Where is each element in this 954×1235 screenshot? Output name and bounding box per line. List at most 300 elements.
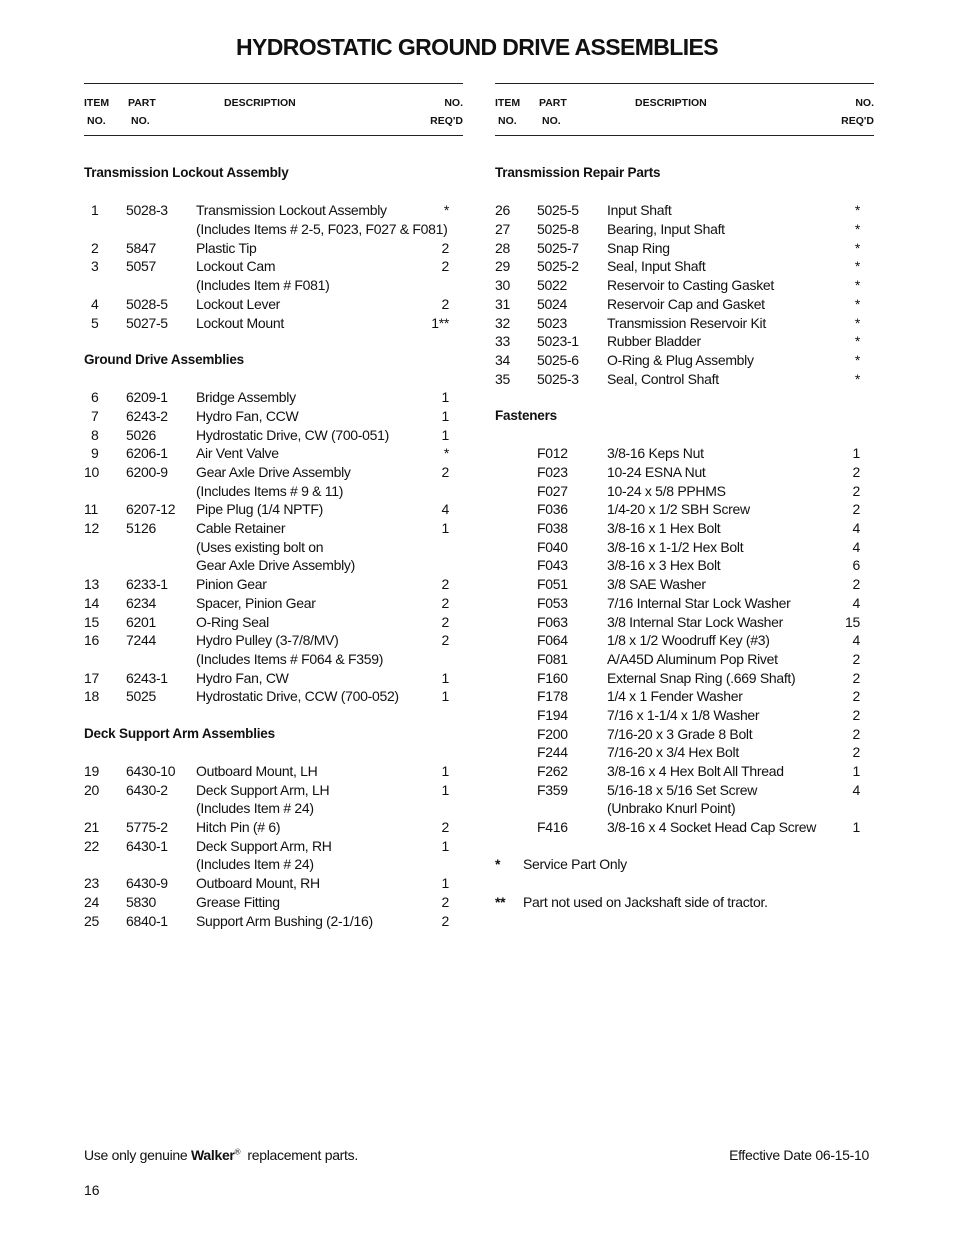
item-number: 8 — [91, 426, 99, 443]
part-description: Seal, Control Shaft — [607, 370, 719, 387]
part-description: Deck Support Arm, LH — [196, 781, 330, 798]
part-description: Hydro Pulley (3-7/8/MV) — [196, 632, 339, 649]
part-description: 7/16-20 x 3 Grade 8 Bolt — [607, 725, 753, 742]
section-gap — [84, 706, 463, 725]
quantity-required: 2 — [852, 482, 860, 499]
column-header — [84, 83, 463, 136]
table-row — [84, 220, 463, 239]
section-gap — [495, 183, 874, 202]
part-description: Seal, Input Shaft — [607, 258, 706, 275]
part-number: 5028-5 — [126, 295, 168, 312]
item-number: 13 — [84, 576, 99, 593]
header-part-no: PART NO. — [539, 97, 567, 127]
section-title: Fasteners — [495, 407, 557, 423]
footnote — [495, 893, 874, 912]
part-number: F027 — [537, 482, 568, 499]
footnote-symbol: ** — [495, 893, 506, 910]
part-description: (Includes Items # F064 & F359) — [196, 650, 384, 667]
item-number: 27 — [495, 221, 510, 238]
quantity-required: 1 — [852, 763, 860, 779]
table-row — [495, 613, 874, 632]
part-description: (Includes Items # 9 & 11) — [196, 482, 344, 499]
part-number: 5025-2 — [537, 258, 579, 275]
table-row — [495, 538, 874, 557]
quantity-required: 2 — [852, 725, 860, 742]
quantity-required: 4 — [441, 501, 449, 518]
table-row — [495, 669, 874, 688]
part-number: 5027-5 — [126, 314, 168, 331]
quantity-required: * — [854, 277, 860, 294]
table-row — [84, 837, 463, 856]
part-number: 5025-7 — [537, 239, 579, 256]
item-number: 22 — [84, 837, 99, 854]
part-description: A/A45D Aluminum Pop Rivet — [607, 650, 778, 667]
item-number: 9 — [91, 445, 99, 462]
part-description: Outboard Mount, LH — [196, 763, 318, 779]
part-description: O-Ring Seal — [196, 613, 269, 630]
quantity-required: 2 — [441, 819, 449, 836]
table-row — [495, 818, 874, 837]
part-number: 5025-6 — [537, 351, 579, 368]
part-number: 5024 — [537, 295, 567, 312]
quantity-required: * — [854, 221, 860, 238]
item-number: 19 — [84, 763, 99, 779]
table-row — [84, 912, 463, 931]
page-title: HYDROSTATIC GROUND DRIVE ASSEMBLIES — [235, 34, 719, 60]
registered-mark: ® — [234, 1147, 241, 1157]
column-header — [495, 83, 874, 136]
part-description: 1/8 x 1/2 Woodruff Key (#3) — [607, 632, 770, 649]
quantity-required: 2 — [441, 464, 449, 480]
quantity-required: * — [854, 333, 860, 350]
part-number: 5847 — [126, 239, 156, 256]
part-number: F043 — [537, 557, 568, 574]
part-number: F053 — [537, 594, 568, 611]
part-description: 1/4-20 x 1/2 SBH Screw — [607, 501, 750, 518]
quantity-required: * — [854, 239, 860, 256]
item-number: 10 — [84, 464, 99, 480]
table-row — [495, 631, 874, 650]
table-row — [84, 388, 463, 407]
part-description: 7/16-20 x 3/4 Hex Bolt — [607, 744, 739, 761]
section-gap — [495, 426, 874, 445]
footnote-symbol: * — [495, 856, 501, 873]
section-gap — [495, 874, 874, 893]
part-description: Hydro Fan, CCW — [196, 407, 299, 424]
quantity-required: 1 — [441, 389, 449, 406]
quantity-required: * — [443, 202, 449, 219]
part-description: Air Vent Valve — [196, 445, 279, 462]
table-row — [84, 855, 463, 874]
quantity-required: 2 — [852, 576, 860, 593]
table-row — [84, 519, 463, 538]
part-description: 5/16-18 x 5/16 Set Screw — [607, 781, 757, 798]
part-description: External Snap Ring (.669 Shaft) — [607, 669, 796, 686]
part-number: F200 — [537, 725, 568, 742]
quantity-required: 1 — [441, 669, 449, 686]
part-description: 7/16 x 1-1/4 x 1/8 Washer — [607, 706, 760, 723]
quantity-required: 2 — [852, 501, 860, 518]
table-row — [84, 444, 463, 463]
table-row — [495, 781, 874, 800]
part-description: Gear Axle Drive Assembly — [196, 464, 351, 480]
table-row — [84, 314, 463, 333]
table-row — [84, 500, 463, 519]
item-number: 18 — [84, 688, 99, 705]
quantity-required: 2 — [852, 744, 860, 761]
part-number: F064 — [537, 632, 568, 649]
part-description: Support Arm Bushing (2-1/16) — [196, 912, 373, 929]
table-row — [84, 818, 463, 837]
table-row — [495, 370, 874, 389]
table-row — [84, 687, 463, 706]
quantity-required: * — [854, 202, 860, 219]
section-gap — [84, 743, 463, 762]
part-number: F262 — [537, 763, 568, 779]
part-number: F160 — [537, 669, 568, 686]
part-description: Hydro Fan, CW — [196, 669, 289, 686]
part-number: F012 — [537, 445, 568, 462]
part-description: Bridge Assembly — [196, 389, 296, 406]
part-number: F038 — [537, 520, 568, 537]
part-number: 6430-1 — [126, 837, 168, 854]
part-number: 6430-2 — [126, 781, 168, 798]
quantity-required: 2 — [852, 688, 860, 705]
part-description: Spacer, Pinion Gear — [196, 594, 316, 611]
footer-genuine-parts: Use only genuine Walker® replacement parts. — [84, 1147, 358, 1163]
quantity-required: * — [443, 445, 449, 462]
part-description: 3/8-16 x 1 Hex Bolt — [607, 520, 721, 537]
header-item-no: ITEM NO. — [495, 97, 521, 127]
part-description: Transmission Lockout Assembly — [196, 202, 387, 219]
table-row — [495, 444, 874, 463]
part-description: 3/8-16 x 1-1/2 Hex Bolt — [607, 538, 744, 555]
table-row — [495, 332, 874, 351]
part-number: 5057 — [126, 258, 156, 275]
quantity-required: 1 — [441, 837, 449, 854]
table-row — [495, 725, 874, 744]
part-number: 6207-12 — [126, 501, 176, 518]
header-item-no: ITEM NO. — [84, 97, 110, 127]
quantity-required: 2 — [852, 669, 860, 686]
part-description: (Includes Item # 24) — [196, 856, 314, 873]
quantity-required: 1 — [441, 520, 449, 537]
quantity-required: * — [854, 295, 860, 312]
part-description: Reservoir to Casting Gasket — [607, 277, 774, 294]
part-description: Grease Fitting — [196, 893, 280, 910]
item-number: 31 — [495, 295, 510, 312]
brand-name: Walker — [190, 1147, 235, 1163]
part-number: F040 — [537, 538, 568, 555]
part-number: 6430-10 — [126, 763, 176, 779]
part-number: F178 — [537, 688, 568, 705]
item-number: 34 — [495, 351, 510, 368]
part-number: 6234 — [126, 594, 156, 611]
quantity-required: 2 — [441, 594, 449, 611]
quantity-required: 1 — [441, 688, 449, 705]
quantity-required: 2 — [441, 893, 449, 910]
part-number: F051 — [537, 576, 568, 593]
part-number: 6243-1 — [126, 669, 168, 686]
quantity-required: 2 — [852, 706, 860, 723]
table-row — [495, 295, 874, 314]
part-number: 6243-2 — [126, 407, 168, 424]
footnote — [495, 855, 874, 874]
quantity-required: * — [854, 351, 860, 368]
part-number: 6209-1 — [126, 389, 168, 406]
table-row — [495, 239, 874, 258]
table-row — [84, 276, 463, 295]
part-description: Transmission Reservoir Kit — [607, 314, 766, 331]
part-number: 5830 — [126, 893, 156, 910]
table-row — [495, 556, 874, 575]
part-description: Hitch Pin (# 6) — [196, 819, 281, 836]
table-row — [495, 799, 874, 818]
quantity-required: 2 — [441, 613, 449, 630]
table-row — [84, 239, 463, 258]
section-gap — [84, 370, 463, 389]
part-description: 10-24 x 5/8 PPHMS — [607, 482, 726, 499]
parts-column-right — [495, 83, 874, 912]
quantity-required: 1 — [441, 426, 449, 443]
header-part-no: PART NO. — [128, 97, 156, 127]
quantity-required: 1 — [441, 875, 449, 892]
part-number: 5023 — [537, 314, 567, 331]
item-number: 2 — [91, 239, 99, 256]
part-description: Lockout Lever — [196, 295, 281, 312]
item-number: 30 — [495, 277, 510, 294]
item-number: 5 — [91, 314, 99, 331]
footnote-text: Service Part Only — [523, 856, 627, 873]
part-number: F244 — [537, 744, 568, 761]
item-number: 25 — [84, 912, 99, 929]
table-row — [84, 407, 463, 426]
item-number: 15 — [84, 613, 99, 630]
table-row — [495, 706, 874, 725]
part-description: (Unbrako Knurl Point) — [607, 800, 736, 817]
quantity-required: 2 — [441, 576, 449, 593]
table-row — [495, 463, 874, 482]
part-description: Plastic Tip — [196, 239, 257, 256]
part-description: Snap Ring — [607, 239, 670, 256]
table-row — [495, 314, 874, 333]
quantity-required: 1 — [441, 763, 449, 779]
table-row — [84, 538, 463, 557]
part-number: F023 — [537, 464, 568, 480]
table-row — [495, 201, 874, 220]
part-number: 5028-3 — [126, 202, 168, 219]
table-row — [84, 893, 463, 912]
quantity-required: 4 — [852, 594, 860, 611]
part-number: 5022 — [537, 277, 567, 294]
part-description: (Uses existing bolt on — [196, 538, 324, 555]
quantity-required: 1 — [441, 781, 449, 798]
part-description: Lockout Mount — [196, 314, 284, 331]
item-number: 29 — [495, 258, 510, 275]
quantity-required: 2 — [441, 295, 449, 312]
part-description: 3/8 SAE Washer — [607, 576, 706, 593]
table-row — [84, 781, 463, 800]
quantity-required: 4 — [852, 632, 860, 649]
part-description: 3/8-16 x 4 Socket Head Cap Screw — [607, 819, 817, 836]
table-row — [84, 426, 463, 445]
item-number: 26 — [495, 202, 510, 219]
part-number: 5025 — [126, 688, 156, 705]
parts-column-left — [84, 83, 463, 930]
part-number: 7244 — [126, 632, 156, 649]
part-description: Gear Axle Drive Assembly) — [196, 557, 355, 574]
table-row — [495, 500, 874, 519]
part-number: F359 — [537, 781, 568, 798]
section-gap — [84, 183, 463, 202]
part-description: Deck Support Arm, RH — [196, 837, 332, 854]
table-row — [84, 463, 463, 482]
part-description: Rubber Bladder — [607, 333, 701, 350]
quantity-required: 2 — [441, 912, 449, 929]
part-number: 5775-2 — [126, 819, 168, 836]
part-description: Pipe Plug (1/4 NPTF) — [196, 501, 324, 518]
table-row — [84, 613, 463, 632]
item-number: 3 — [91, 258, 99, 275]
part-description: (Includes Item # 24) — [196, 800, 314, 817]
table-row — [495, 575, 874, 594]
part-description: (Includes Items # 2-5, F023, F027 & F081) — [196, 221, 448, 238]
part-description: Input Shaft — [607, 202, 672, 219]
part-description: O-Ring & Plug Assembly — [607, 351, 754, 368]
part-number: 5025-5 — [537, 202, 579, 219]
footnote-text: Part not used on Jackshaft side of tractor. — [523, 893, 768, 910]
quantity-required: 4 — [852, 520, 860, 537]
part-number: 5126 — [126, 520, 156, 537]
part-description: Pinion Gear — [196, 576, 267, 593]
part-number: 6840-1 — [126, 912, 168, 929]
table-row — [495, 762, 874, 781]
table-row — [495, 519, 874, 538]
part-description: 3/8-16 x 4 Hex Bolt All Thread — [607, 763, 784, 779]
item-number: 11 — [84, 501, 98, 518]
quantity-required: * — [854, 370, 860, 387]
table-row — [84, 669, 463, 688]
table-row — [84, 201, 463, 220]
part-number: 6200-9 — [126, 464, 168, 480]
table-row — [495, 220, 874, 239]
section-title: Ground Drive Assemblies — [84, 351, 244, 367]
item-number: 6 — [91, 389, 99, 406]
table-row — [84, 482, 463, 501]
table-row — [495, 594, 874, 613]
quantity-required: 1 — [852, 819, 860, 836]
section-gap — [495, 837, 874, 856]
parts-list-right — [495, 136, 874, 912]
section-gap — [84, 332, 463, 351]
quantity-required: 2 — [852, 650, 860, 667]
item-number: 21 — [84, 819, 99, 836]
part-description: Outboard Mount, RH — [196, 875, 320, 892]
part-description: 3/8-16 Keps Nut — [607, 445, 704, 462]
quantity-required: * — [854, 314, 860, 331]
table-row — [84, 556, 463, 575]
table-row — [84, 594, 463, 613]
quantity-required: 1 — [441, 407, 449, 424]
part-number: F194 — [537, 706, 568, 723]
table-row — [495, 482, 874, 501]
table-row — [84, 650, 463, 669]
part-number: F081 — [537, 650, 568, 667]
header-no-reqd: NO. REQ'D — [430, 97, 463, 127]
table-row — [84, 799, 463, 818]
item-number: 24 — [84, 893, 99, 910]
part-number: 6233-1 — [126, 576, 168, 593]
item-number: 17 — [84, 669, 99, 686]
part-number: F063 — [537, 613, 568, 630]
quantity-required: 2 — [441, 258, 449, 275]
quantity-required: 4 — [852, 781, 860, 798]
part-description: 10-24 ESNA Nut — [607, 464, 706, 480]
part-description: 1/4 x 1 Fender Washer — [607, 688, 743, 705]
part-description: 7/16 Internal Star Lock Washer — [607, 594, 791, 611]
part-number: 5025-8 — [537, 221, 579, 238]
part-description: 3/8 Internal Star Lock Washer — [607, 613, 783, 630]
header-no-reqd: NO. REQ'D — [841, 97, 874, 127]
parts-list-left — [84, 136, 463, 930]
part-description: Lockout Cam — [196, 258, 276, 275]
page-number: 16 — [84, 1182, 100, 1198]
part-description: Cable Retainer — [196, 520, 286, 537]
item-number: 16 — [84, 632, 99, 649]
part-description: Bearing, Input Shaft — [607, 221, 725, 238]
item-number: 23 — [84, 875, 99, 892]
part-number: F416 — [537, 819, 568, 836]
part-number: 6206-1 — [126, 445, 168, 462]
item-number: 7 — [91, 407, 99, 424]
table-row — [495, 687, 874, 706]
item-number: 20 — [84, 781, 99, 798]
section-title: Deck Support Arm Assemblies — [84, 725, 275, 741]
quantity-required: 1 — [852, 445, 860, 462]
table-row — [84, 874, 463, 893]
quantity-required: 4 — [852, 538, 860, 555]
section-gap — [495, 388, 874, 407]
part-description: Hydrostatic Drive, CW (700-051) — [196, 426, 389, 443]
item-number: 12 — [84, 520, 99, 537]
table-row — [84, 762, 463, 781]
header-description: DESCRIPTION — [635, 97, 707, 109]
item-number: 28 — [495, 239, 510, 256]
quantity-required: 15 — [845, 613, 860, 630]
table-row — [495, 351, 874, 370]
section-title: Transmission Repair Parts — [495, 165, 661, 180]
quantity-required: * — [854, 258, 860, 275]
item-number: 1 — [91, 202, 99, 219]
effective-date: Effective Date 06-15-10 — [729, 1147, 869, 1163]
table-row — [84, 257, 463, 276]
part-number: 6430-9 — [126, 875, 168, 892]
item-number: 32 — [495, 314, 510, 331]
quantity-required: 2 — [441, 239, 449, 256]
table-row — [495, 743, 874, 762]
table-row — [84, 631, 463, 650]
quantity-required: 1** — [431, 314, 449, 331]
part-description: Hydrostatic Drive, CCW (700-052) — [196, 688, 399, 705]
quantity-required: 2 — [852, 464, 860, 480]
item-number: 14 — [84, 594, 99, 611]
item-number: 33 — [495, 333, 510, 350]
part-number: 5026 — [126, 426, 156, 443]
table-row — [495, 650, 874, 669]
part-description: (Includes Item # F081) — [196, 277, 330, 294]
section-title: Transmission Lockout Assembly — [84, 165, 289, 180]
quantity-required: 6 — [852, 557, 860, 574]
